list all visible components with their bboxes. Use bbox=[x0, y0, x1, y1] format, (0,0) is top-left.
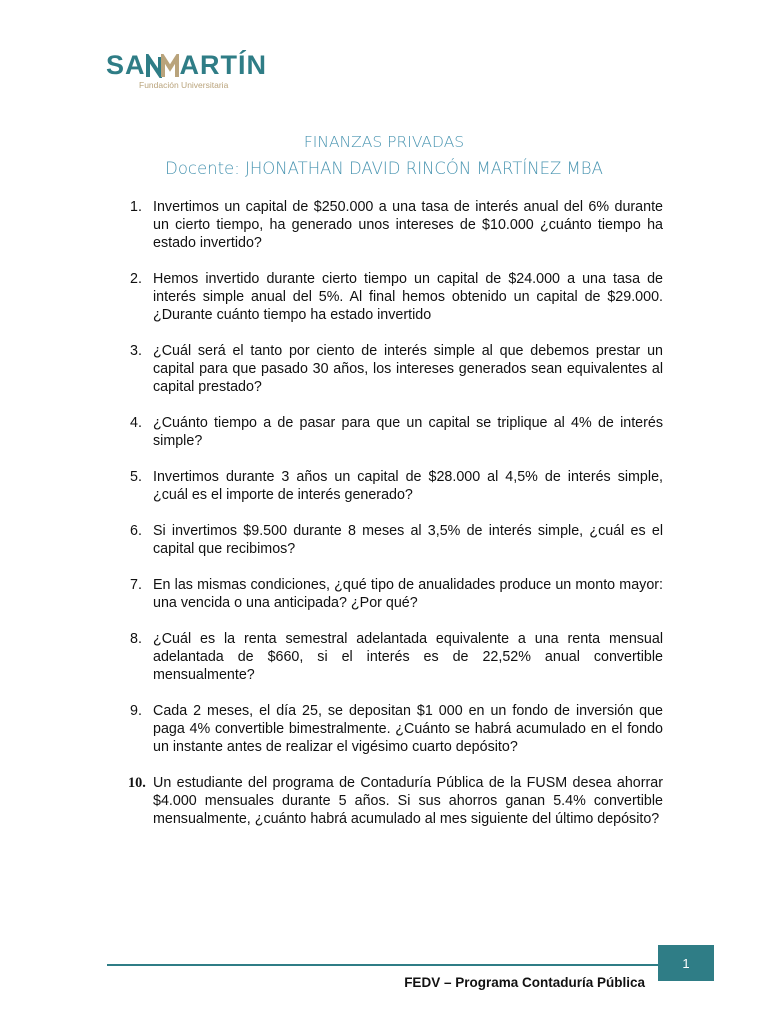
question-item bbox=[123, 414, 663, 450]
logo-nm-mark-icon bbox=[146, 54, 180, 78]
question-text: Cada 2 meses, el día 25, se depositan $1 000 en un fondo de inversión que paga 4% convertible bimestralmente. ¿Cuánto se habrá acumulado en el fondo un instante antes de realizar el vigésimo cuarto depósito? bbox=[153, 703, 663, 755]
question-number: 1. bbox=[130, 199, 142, 215]
logo-wordmark: SA ARTÍN bbox=[106, 50, 268, 80]
question-item bbox=[123, 522, 663, 558]
course-title: FINANZAS PRIVADAS bbox=[303, 133, 465, 151]
question-item bbox=[123, 576, 663, 612]
question-number: 9. bbox=[130, 703, 142, 719]
page-number-badge bbox=[658, 945, 714, 981]
question-item bbox=[123, 774, 663, 828]
page-number: 1 bbox=[682, 955, 690, 971]
question-text: ¿Cuál será el tanto por ciento de interés simple al que debemos prestar un capital para que pasado 30 años, los intereses generados sean equivalentes al capital prestado? bbox=[153, 343, 663, 395]
question-item bbox=[123, 702, 663, 756]
teacher-name: Docente: JHONATHAN DAVID RINCÓN MARTÍNEZ MBA bbox=[165, 159, 603, 178]
question-text: Invertimos durante 3 años un capital de $28.000 al 4,5% de interés simple, ¿cuál es el importe de interés generado? bbox=[153, 469, 663, 503]
question-text: Invertimos un capital de $250.000 a una tasa de interés anual del 6% durante un cierto tiempo, ha generado unos intereses de $10.000 ¿cuánto tiempo ha estado invertido? bbox=[153, 199, 663, 251]
question-text: Hemos invertido durante cierto tiempo un capital de $24.000 a una tasa de interés simple anual del 5%. Al final hemos obtenido un capital de $29.000. ¿Durante cuánto tiempo ha estado invertido bbox=[153, 271, 663, 323]
question-text: Si invertimos $9.500 durante 8 meses al 3,5% de interés simple, ¿cuál es el capital que recibimos? bbox=[153, 523, 663, 557]
question-number: 8. bbox=[130, 631, 142, 647]
question-item bbox=[123, 270, 663, 324]
question-number: 6. bbox=[130, 523, 142, 539]
question-text: Un estudiante del programa de Contaduría Pública de la FUSM desea ahorrar $4.000 mensuales durante 5 años. Si sus ahorros ganan 5.4% convertible mensualmente, ¿cuánto habrá acumulado al mes siguiente del último depósito? bbox=[153, 775, 663, 827]
question-number: 3. bbox=[130, 343, 142, 359]
sanmartin-logo bbox=[106, 50, 267, 90]
question-text: En las mismas condiciones, ¿qué tipo de anualidades produce un monto mayor: una vencida o una anticipada? ¿Por qué? bbox=[153, 577, 663, 611]
question-item bbox=[123, 630, 663, 684]
question-number: 4. bbox=[130, 415, 142, 431]
question-number: 10. bbox=[128, 775, 146, 791]
question-number: 5. bbox=[130, 469, 142, 485]
question-text: ¿Cuánto tiempo a de pasar para que un capital se triplique al 4% de interés simple? bbox=[153, 415, 663, 449]
question-text: ¿Cuál es la renta semestral adelantada equivalente a una renta mensual adelantada de $660, si el interés es de 22,52% anual convertible mensualmente? bbox=[153, 631, 663, 683]
footer-program: FEDV – Programa Contaduría Pública bbox=[404, 975, 645, 990]
question-list bbox=[123, 198, 663, 828]
logo-subtitle: Fundación Universitaria bbox=[139, 80, 229, 90]
question-number: 2. bbox=[130, 271, 142, 287]
question-item bbox=[123, 468, 663, 504]
question-number: 7. bbox=[130, 577, 142, 593]
question-item bbox=[123, 198, 663, 252]
question-item bbox=[123, 342, 663, 396]
footer-divider bbox=[107, 964, 658, 966]
